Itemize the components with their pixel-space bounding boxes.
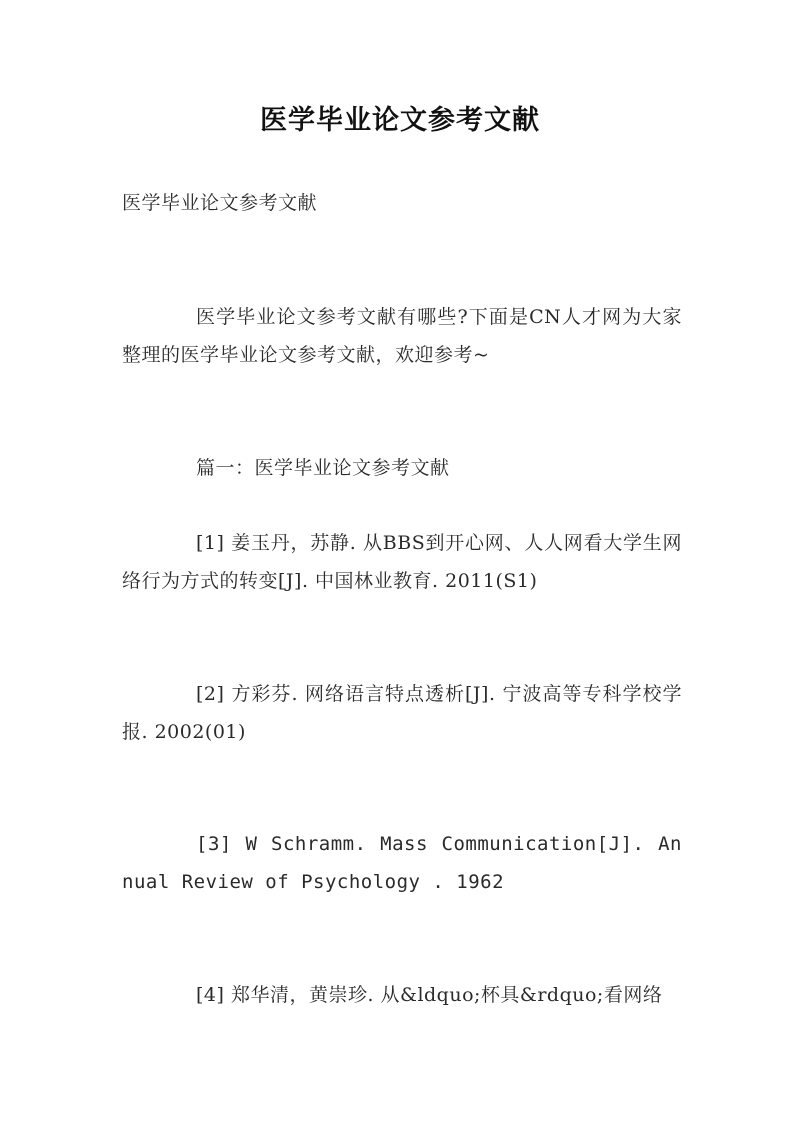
- section-heading: 篇一：医学毕业论文参考文献: [196, 457, 450, 479]
- reference-item-4: [4] 郑华清，黄崇珍. 从&ldquo;杯具&rdquo;看网络: [196, 984, 663, 1006]
- intro-paragraph: 医学毕业论文参考文献有哪些?下面是CN人才网为大家整理的医学毕业论文参考文献，欢迎参考~: [122, 306, 682, 366]
- reference-item-2: [2] 方彩芬. 网络语言特点透析[J]. 宁波高等专科学校学报. 2002(01): [122, 683, 682, 743]
- reference-item-3: [3] W Schramm. Mass Communication[J]. Annual Review of Psychology . 1962: [122, 833, 682, 893]
- document-title: 医学毕业论文参考文献: [260, 105, 540, 136]
- reference-item-1: [1] 姜玉丹，苏静. 从BBS到开心网、人人网看大学生网络行为方式的转变[J]. 中国林业教育. 2011(S1): [122, 532, 682, 592]
- document-subtitle: 医学毕业论文参考文献: [122, 192, 318, 214]
